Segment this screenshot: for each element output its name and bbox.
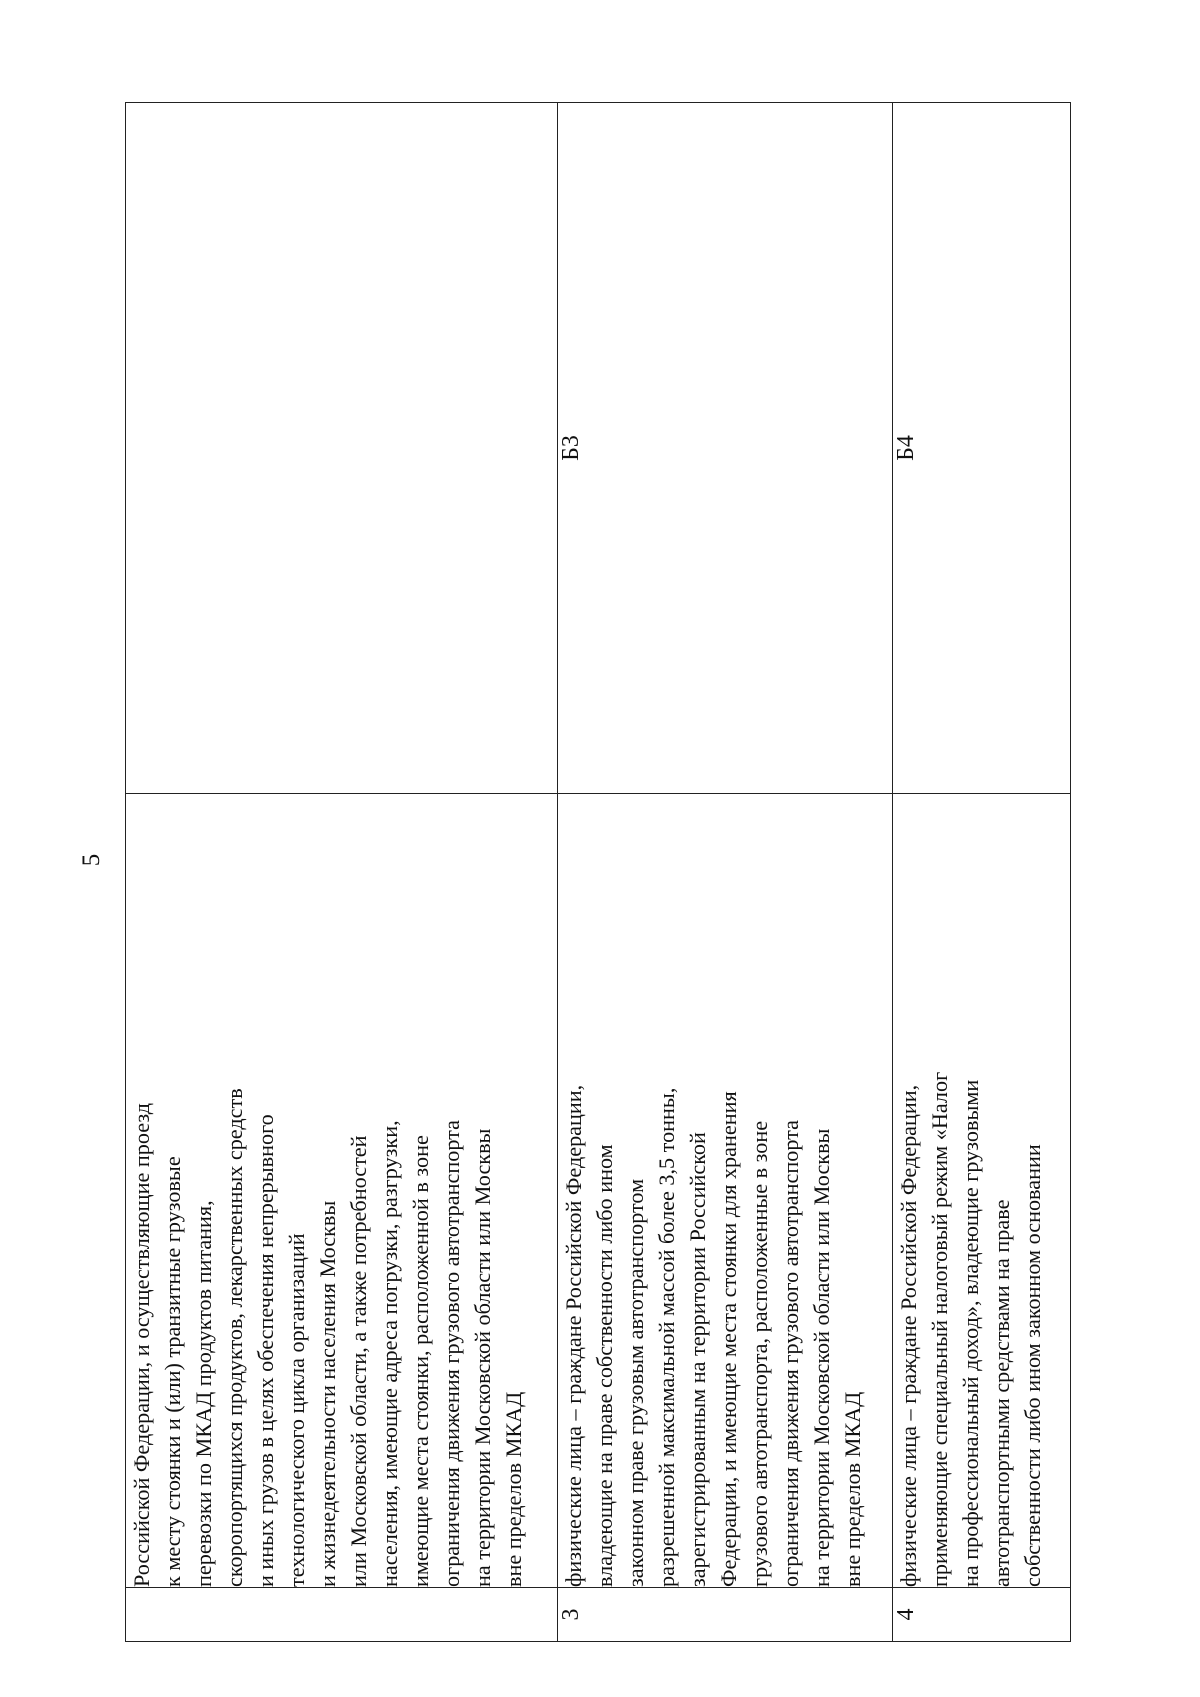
description-line: владеющие на праве собственности либо ином <box>592 1144 617 1587</box>
row-number-cell <box>126 1588 558 1642</box>
description-line: законном праве грузовым автотранспортом <box>623 1178 648 1587</box>
description-line: разрешенной максимальной массой более 3,5 тонны, <box>654 1087 679 1587</box>
description-line: на территории Московской области или Москвы <box>809 1128 834 1587</box>
row-description-cell <box>126 794 558 1588</box>
table-row <box>126 103 558 1642</box>
description-line: Российской Федерации, и осуществляющие проезд <box>129 1102 154 1587</box>
row-number-cell: 4 <box>893 1588 1071 1642</box>
table-row <box>893 103 1071 1642</box>
description-line: или Московской области, а также потребностей <box>346 1135 371 1587</box>
row-description-cell <box>558 794 893 1588</box>
description-line: грузового автотранспорта, расположенные в зоне <box>747 1120 772 1587</box>
criteria-table <box>125 102 1071 1642</box>
description-line: применяющие специальный налоговый режим «Налог <box>927 1071 952 1587</box>
description-line: физические лица – граждане Российской Федерации, <box>561 1084 586 1587</box>
row-code-cell <box>126 103 558 794</box>
description-line: ограничения движения грузового автотранспорта <box>778 1120 803 1587</box>
description-line: к месту стоянки и (или) транзитные грузовые <box>160 1156 185 1587</box>
row-description-cell <box>893 794 1071 1588</box>
rotated-table-wrapper <box>125 102 1071 1642</box>
description-line: скоропортящихся продуктов, лекарственных средств <box>222 1088 247 1587</box>
page-number: 5 <box>78 853 105 867</box>
description-line: физические лица – граждане Российской Федерации, <box>896 1084 921 1587</box>
description-line: и жизнедеятельности населения Москвы <box>315 1200 340 1587</box>
description-line: и иных грузов в целях обеспечения непрерывного <box>253 1114 278 1587</box>
description-line: технологического цикла организаций <box>284 1233 309 1587</box>
table-row <box>558 103 893 1642</box>
description-line: на профессиональный доход», владеющие грузовыми <box>958 1079 983 1587</box>
row-code-cell: Б3 <box>558 103 893 794</box>
description-line: автотранспортными средствами на праве <box>989 1199 1014 1587</box>
row-code-cell: Б4 <box>893 103 1071 794</box>
description-line: Федерации, и имеющие места стоянки для хранения <box>716 1091 741 1587</box>
description-line: зарегистрированным на территории Российской <box>685 1132 710 1587</box>
description-line: собственности либо ином законном основании <box>1020 1144 1045 1587</box>
description-line: перевозки по МКАД продуктов питания, <box>191 1200 216 1587</box>
description-line: населения, имеющие адреса погрузки, разгрузки, <box>377 1120 402 1587</box>
description-line: вне пределов МКАД <box>840 1391 865 1587</box>
description-line: вне пределов МКАД <box>501 1391 526 1587</box>
row-number-cell: 3 <box>558 1588 893 1642</box>
description-line: имеющие места стоянки, расположенной в зоне <box>408 1135 433 1587</box>
description-line: на территории Московской области или Москвы <box>470 1128 495 1587</box>
description-line: ограничения движения грузового автотранспорта <box>439 1120 464 1587</box>
